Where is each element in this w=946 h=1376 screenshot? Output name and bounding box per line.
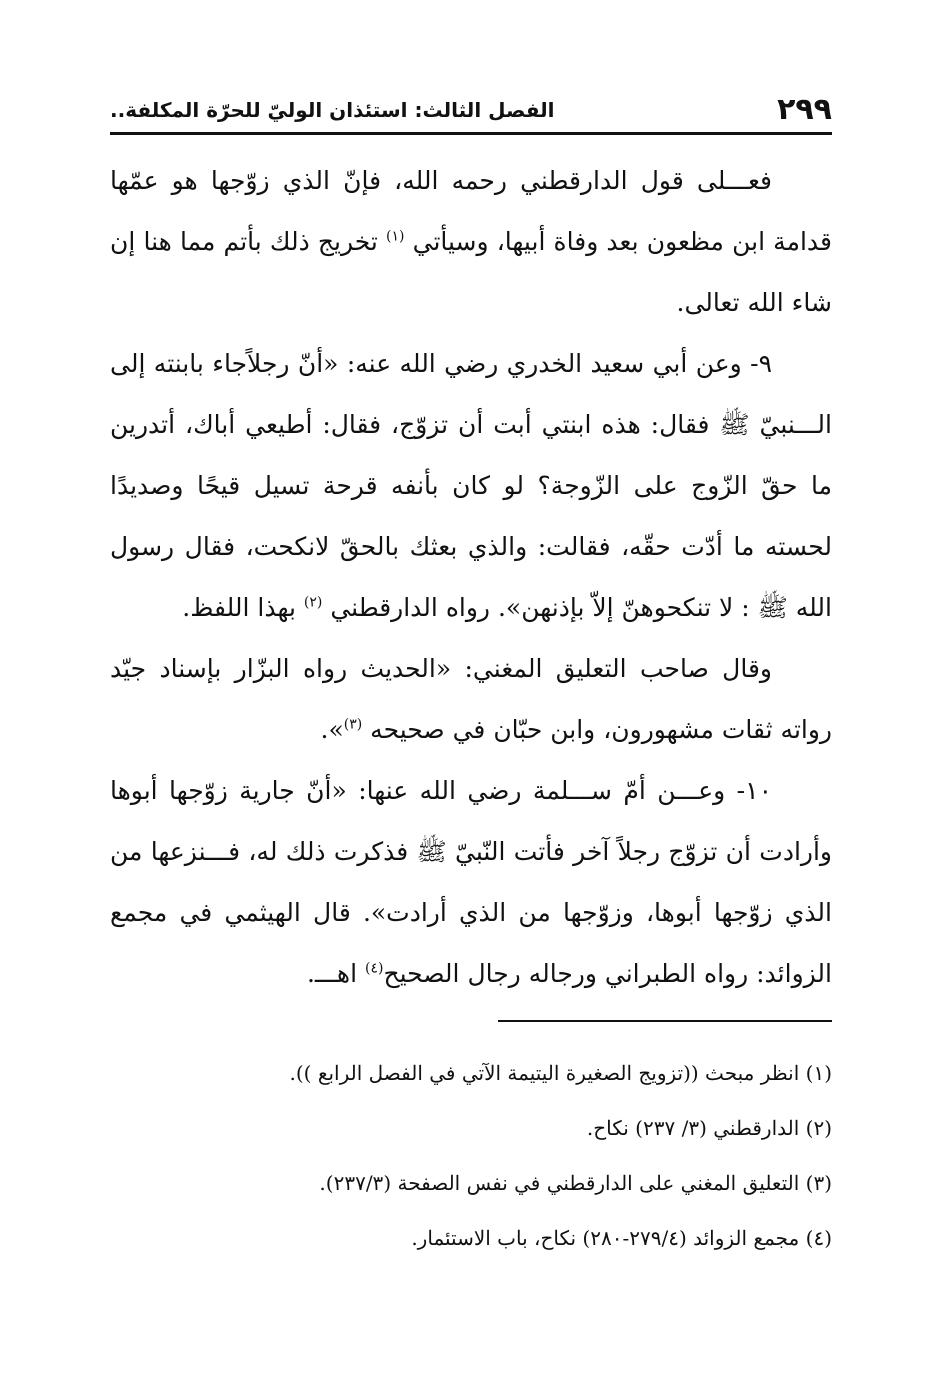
footnote-3: (٣) التعليق المغني على الدارقطني في نفس الصفحة (٢٣٧/٣).	[319, 1171, 832, 1195]
footnotes	[110, 1046, 832, 1266]
footnote-ref-1: (١)	[385, 228, 405, 245]
footnote-1: (١) انظر مبحث ((تزويج الصغيرة اليتيمة الآتي في الفصل الرابع )).	[289, 1061, 832, 1085]
paragraph-3-text: وقال صاحب التعليق المغني: «الحديث رواه البزّار بإسناد جيّد رواته ثقات مشهورون، وابن حبّان في صحيحه	[110, 654, 832, 744]
paragraph-4-end: اهـــ.	[306, 959, 365, 988]
footnote-ref-4: (٤)	[364, 960, 384, 977]
page-header	[110, 92, 832, 135]
main-text	[110, 150, 832, 1004]
paragraph-2-end: بهذا اللفظ.	[182, 593, 304, 622]
footnote-divider	[498, 1020, 832, 1022]
paragraph-1-end: تخريج ذلك بأتم مما هنا إن شاء الله تعالى.	[110, 227, 832, 317]
paragraph-2	[110, 333, 832, 638]
paragraph-4-text: ١٠- وعـــن أمّ ســـلمة رضي الله عنها: «أنّ جارية زوّجها أبوها وأرادت أن تزوّج رجلاً آخر فأتت النّبيّ ﷺ فذكرت ذلك له، فـــنزعها من الذي زوّجها أبوها، وزوّجها من الذي أرادت». قال الهيثمي في مجمع الزوائد: رواه الطبراني ورجاله رجال الصحيح	[110, 776, 832, 988]
footnote-ref-3: (٣)	[343, 716, 363, 733]
paragraph-1-text: فعـــلى قول الدارقطني رحمه الله، فإنّ الذي زوّجها هو عمّها قدامة ابن مظعون بعد وفاة أبيها، وسيأتي	[110, 166, 832, 256]
page-number: ٢٩٩	[777, 92, 832, 127]
footnote-ref-2: (٢)	[303, 594, 323, 611]
paragraph-3	[110, 638, 832, 760]
paragraph-3-end: ».	[320, 715, 344, 744]
footnote-2: (٢) الدارقطني (٣/ ٢٣٧) نكاح.	[586, 1116, 832, 1140]
running-title: الفصل الثالث: استئذان الوليّ للحرّة المكلفة..	[110, 98, 555, 122]
paragraph-1	[110, 150, 832, 333]
paragraph-2-text: ٩- وعن أبي سعيد الخدري رضي الله عنه: «أنّ رجلاًجاء بابنته إلى الـــنبيّ ﷺ فقال: هذه ابنتي أبت أن تزوّج، فقال: أطيعي أباك، أتدرين ما حقّ الزّوج على الزّوجة؟ لو كان بأنفه قرحة تسيل قيحًا وصديدًا لحسته ما أدّت حقّه، فقالت: والذي بعثك بالحقّ لانكحت، فقال رسول الله ﷺ : لا تنكحوهنّ إلاّ بإذنهن». رواه الدارقطني	[110, 349, 832, 622]
footnote-4: (٤) مجمع الزوائد (٢٧٩/٤-٢٨٠) نكاح، باب الاستئمار.	[411, 1226, 832, 1250]
paragraph-4	[110, 760, 832, 1004]
